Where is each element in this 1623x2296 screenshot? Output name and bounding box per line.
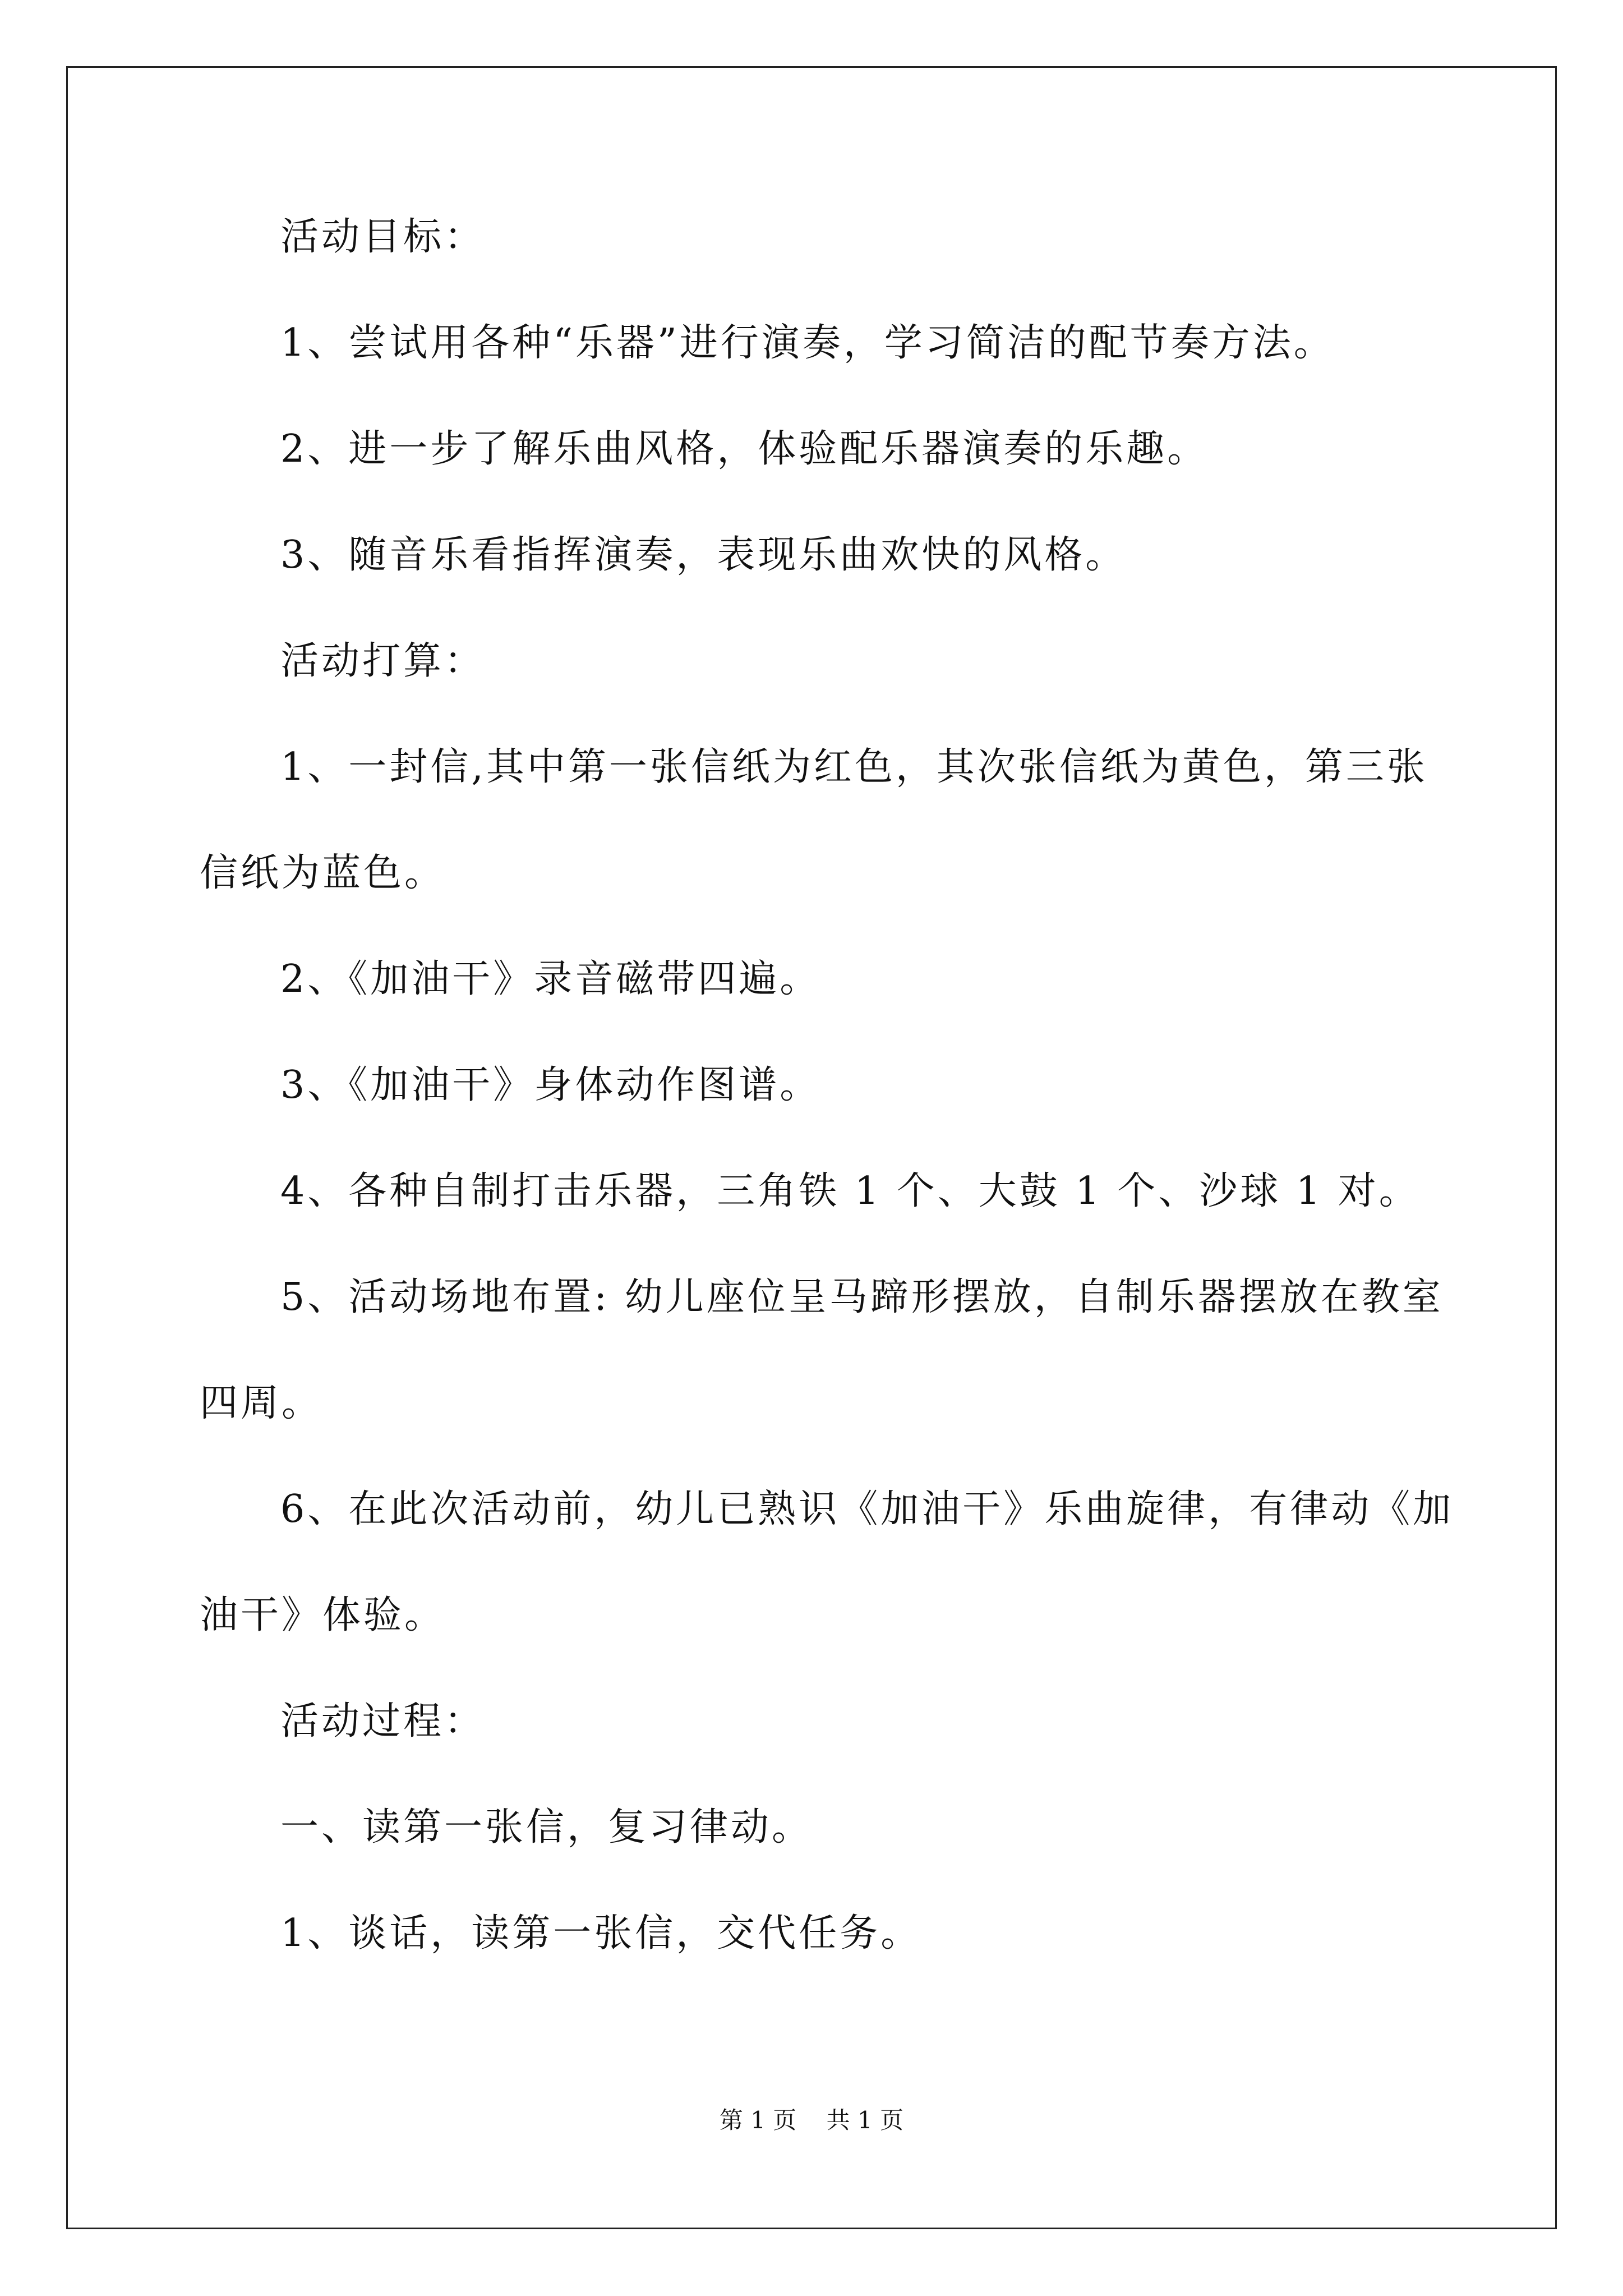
process-step-1: 一、读第一张信，复习律动。 — [280, 1805, 813, 1849]
heading-activity-goals: 活动目标： — [280, 215, 486, 259]
goal-item-3: 3、随音乐看指挥演奏，表现乐曲欢快的风格。 — [280, 533, 1127, 577]
prep-item-1 — [200, 740, 1433, 900]
page-total: 共 1 页 — [826, 2106, 904, 2134]
heading-activity-preparation: 活动打算： — [280, 639, 486, 683]
goal-item-1: 1、尝试用各种“乐器”进行演奏，学习简洁的配节奏方法。 — [280, 321, 1335, 365]
prep-item-6 — [200, 1483, 1454, 1642]
process-substep-1: 1、谈话，读第一张信，交代任务。 — [280, 1911, 922, 1955]
prep-item-1-line-2: 信纸为蓝色。 — [200, 851, 446, 895]
page-footer — [0, 2105, 1623, 2136]
heading-activity-process: 活动过程： — [280, 1699, 486, 1743]
prep-item-3: 3、《加油干》身体动作图谱。 — [280, 1063, 821, 1107]
document-body — [200, 210, 1454, 2013]
prep-item-5 — [200, 1271, 1444, 1430]
prep-item-1-line-1: 1、一封信,其中第一张信纸为红色，其次张信纸为黄色，第三张 — [280, 745, 1428, 789]
prep-item-6-line-1: 6、在此次活动前，幼儿已熟识《加油干》乐曲旋律，有律动《加 — [280, 1487, 1454, 1531]
page-number: 第 1 页 — [719, 2106, 797, 2134]
prep-item-4: 4、各种自制打击乐器，三角铁 1 个、大鼓 1 个、沙球 1 对。 — [280, 1169, 1420, 1213]
prep-item-2: 2、《加油干》录音磁带四遍。 — [280, 957, 821, 1001]
prep-item-5-line-1: 5、活动场地布置: 幼儿座位呈马蹄形摆放，自制乐器摆放在教室 — [280, 1275, 1444, 1319]
goal-item-2: 2、进一步了解乐曲风格，体验配乐器演奏的乐趣。 — [280, 427, 1209, 471]
prep-item-6-line-2: 油干》体验。 — [200, 1593, 446, 1637]
prep-item-5-line-2: 四周。 — [200, 1381, 323, 1425]
